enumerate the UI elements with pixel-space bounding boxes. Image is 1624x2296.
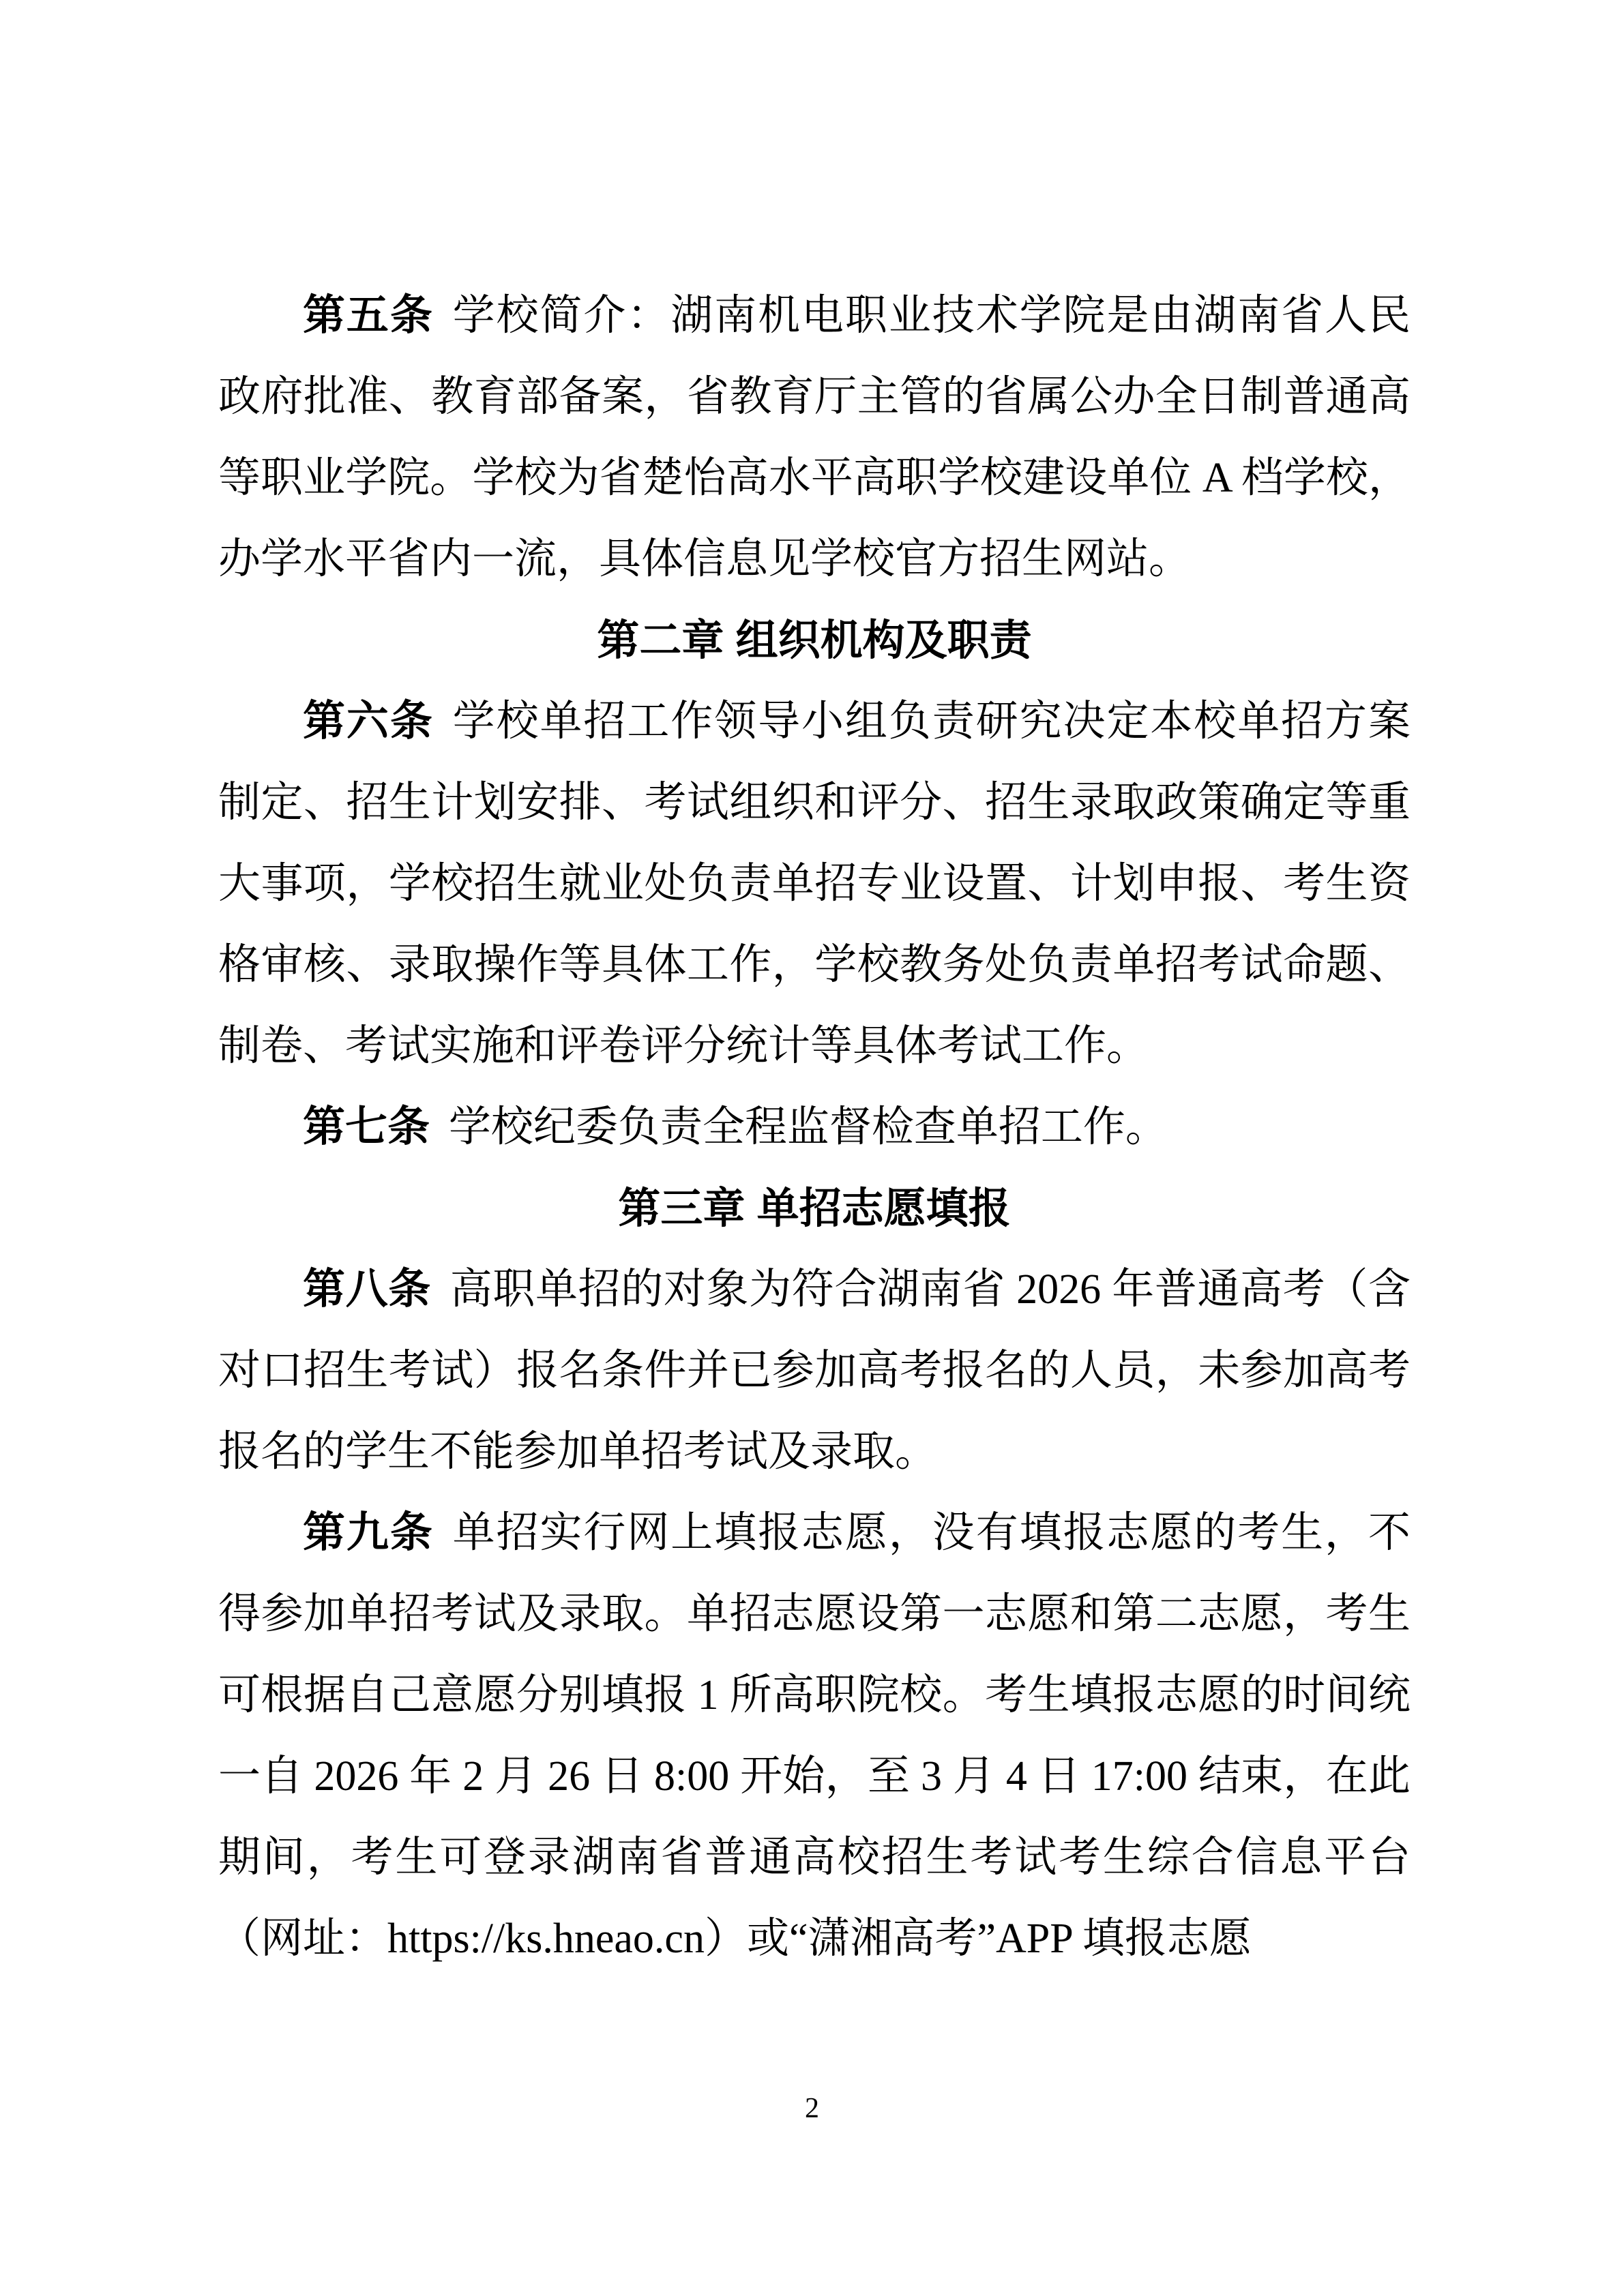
article-5-label: 第五条 (303, 293, 434, 339)
article-7-paragraph (218, 1087, 1411, 1168)
article-9-text: 单招实行网上填报志愿，没有填报志愿的考生，不得参加单招考试及录取。单招志愿设第一志愿和第二志愿，考生可根据自己意愿分别填报 1 所高职院校。考生填报志愿的时间统一自 2026 年 2 月 26 日 8:00 开始，至 3 月 4 日 17:00 结束，在此期间，考生可登录湖南省普通高校招生考试考生综合信息平台（网址：https://ks.hneao.cn）或“潇湘高考”APP 填报志愿 (218, 1510, 1411, 1962)
chapter-3-heading: 第三章 单招志愿填报 (618, 1185, 1011, 1232)
article-6-paragraph (218, 681, 1411, 1087)
chapter-2-heading: 第二章 组织机构及职责 (597, 617, 1032, 664)
article-8-text: 高职单招的对象为符合湖南省 2026 年普通高考（含对口招生考试）报名条件并已参加高考报名的人员，未参加高考报名的学生不能参加单招考试及录取。 (218, 1266, 1411, 1475)
article-8-label: 第八条 (303, 1266, 431, 1313)
article-6-label: 第六条 (303, 698, 434, 745)
article-9-paragraph (218, 1493, 1411, 1980)
article-5-text: 学校简介：湖南机电职业技术学院是由湖南省人民政府批准、教育部备案，省教育厅主管的省属公办全日制普通高等职业学院。学校为省楚怡高水平高职学校建设单位 A 档学校，办学水平省内一流，具体信息见学校官方招生网站。 (218, 293, 1411, 582)
article-9-label: 第九条 (303, 1510, 434, 1556)
article-7-label: 第七条 (303, 1104, 430, 1150)
article-6-text: 学校单招工作领导小组负责研究决定本校单招方案制定、招生计划安排、考试组织和评分、招生录取政策确定等重大事项，学校招生就业处负责单招专业设置、计划申报、考生资格审核、录取操作等具体工作，学校教务处负责单招考试命题、制卷、考试实施和评卷评分统计等具体考试工作。 (218, 698, 1411, 1069)
article-7-text: 学校纪委负责全程监督检查单招工作。 (448, 1104, 1168, 1150)
article-5-paragraph (218, 275, 1411, 600)
document-body (218, 275, 1411, 1980)
article-8-paragraph (218, 1249, 1411, 1493)
page-number: 2 (805, 2093, 819, 2124)
